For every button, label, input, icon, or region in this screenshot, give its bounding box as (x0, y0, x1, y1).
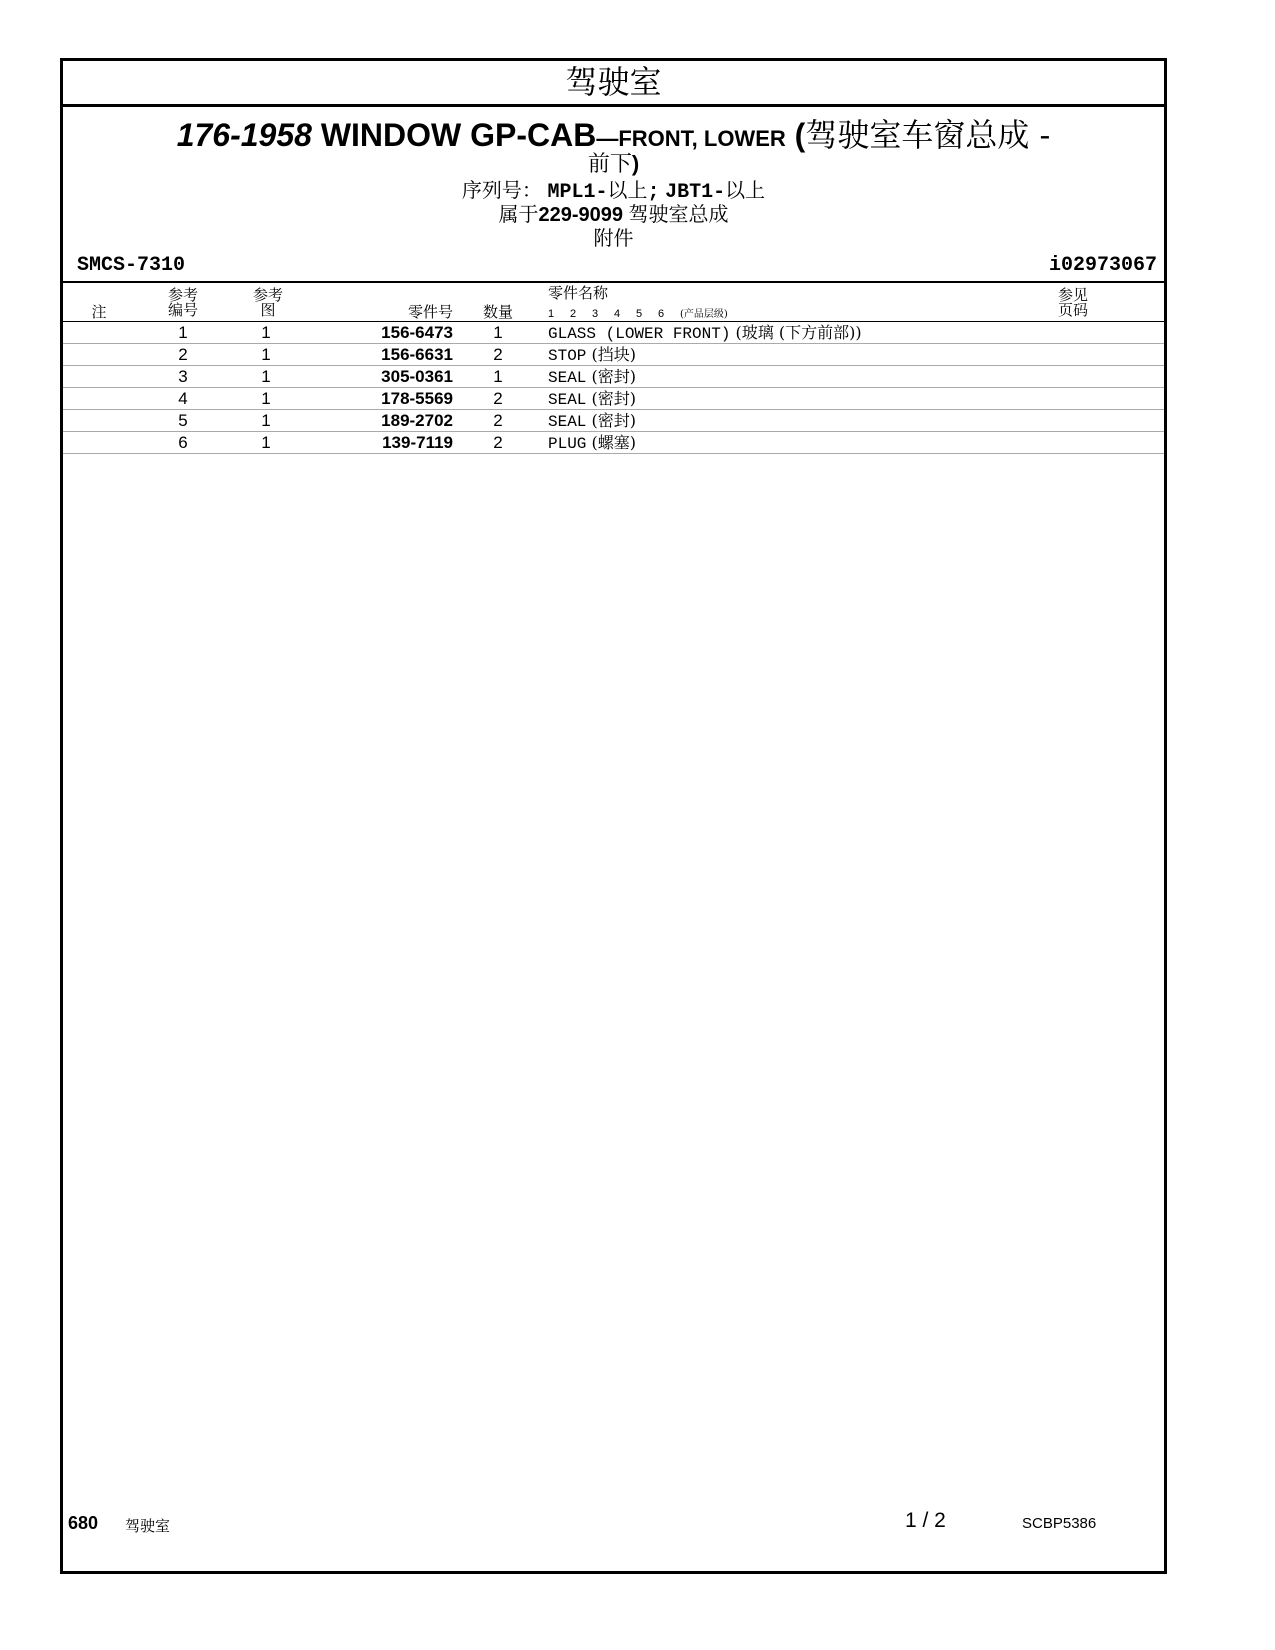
level-6: 6 (658, 308, 665, 320)
row-ref-no: 6 (178, 433, 188, 452)
serial-label: 序列号： (461, 178, 542, 202)
row-name-en: STOP (548, 347, 587, 365)
row-name-en: GLASS (LOWER FRONT) (548, 325, 731, 343)
title-paren-open: ( (785, 117, 806, 153)
serial-range1-code: MPL1- (547, 181, 608, 204)
level-2: 2 (570, 308, 577, 320)
smcs-code: SMCS-7310 (77, 254, 186, 277)
belongs-part-number: 229-9099 (538, 204, 623, 226)
serial-range (63, 178, 1164, 205)
page-frame (60, 58, 1167, 1574)
row-qty: 1 (493, 323, 503, 342)
header-note: 注 (91, 303, 107, 321)
table-row (63, 366, 1164, 388)
row-name-en: PLUG (548, 435, 587, 453)
level-4: 4 (614, 308, 621, 320)
table-row (63, 410, 1164, 432)
row-part-no: 178-5569 (381, 389, 453, 408)
level-1: 1 (548, 308, 555, 320)
serial-separator: ; (647, 181, 660, 204)
row-part-name (548, 388, 636, 411)
serial-range2-code: JBT1- (665, 181, 726, 204)
row-name-cn: (密封) (586, 411, 636, 430)
title-paren-close: ) (631, 151, 640, 176)
header-ref-fig-2: 图 (260, 301, 276, 319)
header-see-page-2: 页码 (1057, 301, 1088, 319)
belongs-name: 驾驶室总成 (628, 202, 729, 226)
row-ref-no: 3 (178, 367, 188, 386)
belongs-prefix: 属于 (498, 202, 539, 226)
footer-page-number: 680 (68, 1513, 99, 1533)
parts-table (63, 281, 1164, 454)
row-part-name (548, 322, 862, 345)
row-ref-fig: 1 (261, 411, 271, 430)
row-qty: 2 (493, 433, 503, 452)
row-ref-fig: 1 (261, 367, 271, 386)
row-name-en: SEAL (548, 369, 587, 387)
row-part-name (548, 432, 636, 455)
row-ref-no: 4 (178, 389, 188, 408)
title-part-name: WINDOW GP-CAB (320, 117, 597, 153)
footer-page-of: 1 / 2 (905, 1509, 946, 1532)
row-name-en: SEAL (548, 413, 587, 431)
row-qty: 1 (493, 367, 503, 386)
row-part-no: 139-7119 (382, 433, 453, 452)
row-ref-no: 1 (178, 323, 188, 342)
level-5: 5 (636, 308, 643, 320)
row-part-no: 156-6473 (381, 323, 453, 342)
row-ref-no: 2 (178, 345, 188, 364)
level-3: 3 (592, 308, 599, 320)
row-ref-fig: 1 (261, 345, 271, 364)
table-row (63, 344, 1164, 366)
row-ref-fig: 1 (261, 323, 271, 342)
table-header (63, 281, 1164, 322)
title-part-number: 176-1958 (176, 117, 312, 153)
row-part-no: 189-2702 (381, 411, 453, 430)
row-name-cn: (密封) (586, 367, 636, 386)
row-qty: 2 (493, 345, 503, 364)
illustration-id: i02973067 (1048, 254, 1157, 277)
header-ref-fig-1: 参考 (252, 286, 283, 304)
row-ref-fig: 1 (261, 389, 271, 408)
row-name-en: SEAL (548, 391, 587, 409)
attachment-label: 附件 (593, 226, 634, 250)
row-qty: 2 (493, 389, 503, 408)
row-name-cn: (挡块) (586, 345, 636, 364)
table-row (63, 322, 1164, 344)
row-ref-fig: 1 (261, 433, 271, 452)
title-cn-name-cont: 前下 (587, 152, 632, 177)
row-part-name (548, 366, 636, 389)
levels-note: (产品层级) (680, 309, 728, 320)
footer-doc-id: SCBP5386 (1022, 1515, 1097, 1532)
row-name-cn: (螺塞) (586, 433, 636, 452)
row-ref-no: 5 (178, 411, 188, 430)
row-name-cn: (密封) (586, 389, 636, 408)
belongs-to (63, 202, 1164, 227)
part-title-line2 (63, 152, 1164, 177)
serial-range2-cn: 以上 (725, 178, 766, 202)
header-part-name: 零件名称 (548, 284, 609, 302)
table-row (63, 432, 1164, 454)
row-part-no: 305-0361 (381, 367, 453, 386)
footer-section: 驾驶室 (125, 1517, 171, 1535)
part-title (63, 118, 1164, 156)
header-qty: 数量 (482, 303, 513, 321)
serial-range1-cn: 以上 (607, 178, 648, 202)
header-levels (548, 305, 728, 320)
header-ref-no-1: 参考 (167, 286, 198, 304)
row-qty: 2 (493, 411, 503, 430)
row-name-cn: (玻璃 (下方前部)) (730, 323, 862, 342)
row-part-name (548, 344, 636, 367)
table-row (63, 388, 1164, 410)
row-part-no: 156-6631 (381, 345, 453, 364)
header-ref-no-2: 编号 (167, 301, 198, 319)
title-part-name-sub: —FRONT, LOWER (596, 126, 786, 151)
row-part-name (548, 410, 636, 433)
header-see-page-1: 参见 (1057, 286, 1088, 304)
title-cn-name: 驾驶室车窗总成 - (805, 116, 1051, 154)
header-part-no: 零件号 (407, 303, 453, 321)
section-title: 驾驶室 (63, 61, 1164, 107)
